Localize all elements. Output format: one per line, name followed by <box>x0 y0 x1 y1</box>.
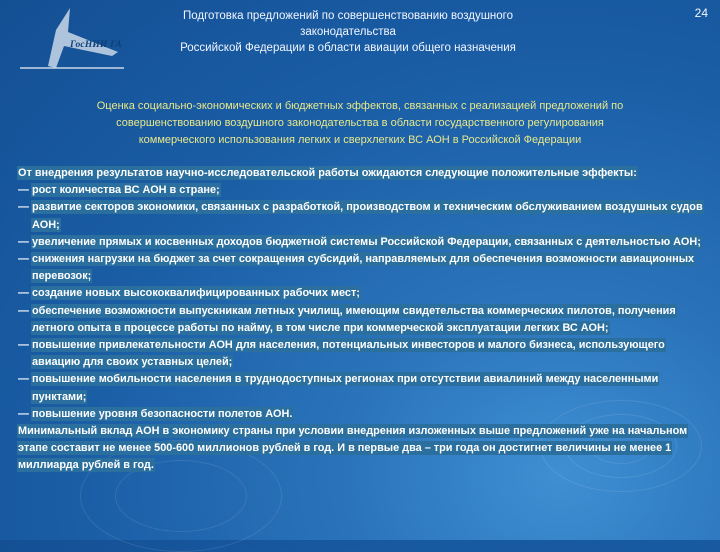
bullet-item: — развитие секторов экономики, связанных с разработкой, производством и техническим обслуживанием воздушных судов АОН; <box>18 201 703 231</box>
dash-icon: — <box>18 235 29 248</box>
slide-header <box>138 8 558 56</box>
dash-icon: — <box>18 373 29 386</box>
subtitle-line-2: совершенствованию воздушного законодательства в области государственного регулирования <box>116 117 604 129</box>
bullet-item: — снижения нагрузки на бюджет за счет сокращения субсидий, направляемых для обеспечения возможности авиационных перевозок; <box>18 253 695 283</box>
page-number: 24 <box>694 6 708 20</box>
dash-icon: — <box>18 407 29 420</box>
dash-icon: — <box>18 339 29 352</box>
slide-body <box>18 165 714 475</box>
bullet-item: — повышение привлекательности АОН для населения, потенциальных инвесторов и малого бизнеса, использующего авиацию для своих уставных целей; <box>18 339 665 369</box>
bullet-item: — рост количества ВС АОН в стране; <box>18 182 714 199</box>
conclusion-text: Минимальный вклад АОН в экономику страны при условии внедрения изложенных выше предложений уже на начальном этапе составит не менее 500-600 миллионов рублей в год. И в первые два – три года он достигнет величины не менее 1 миллиарда рублей в год. <box>18 425 688 472</box>
dash-icon: — <box>18 253 29 266</box>
header-title-line-1: Подготовка предложений по совершенствованию воздушного законодательства <box>182 10 514 38</box>
subtitle-line-3: коммерческого использования легких и сверхлегких ВС АОН в Российской Федерации <box>138 134 582 146</box>
header-title-line-2: Российской Федерации в области авиации общего назначения <box>180 42 516 54</box>
dash-icon: — <box>18 184 29 197</box>
intro-text: От внедрения результатов научно-исследовательской работы ожидаются следующие положительные эффекты: <box>18 167 637 179</box>
bullet-item: — обеспечение возможности выпускникам летных училищ, имеющим свидетельства коммерческих пилотов, получения летного опыта в процессе работы по найму, в том числе при коммерческой эксплуатации легких ВС АОН; <box>18 304 676 334</box>
dash-icon: — <box>18 201 29 214</box>
bullet-item: — увеличение прямых и косвенных доходов бюджетной системы Российской Федерации, связанных с деятельностью АОН; <box>18 234 714 251</box>
bullet-item: — повышение мобильности населения в труднодоступных регионах при отсутствии авиалиний между населенными пунктами; <box>18 373 659 403</box>
bullet-item: — повышение уровня безопасности полетов АОН. <box>18 406 714 423</box>
dash-icon: — <box>18 287 29 300</box>
slide-subtitle <box>20 98 700 149</box>
bullet-item: — создание новых высококвалифицированных рабочих мест; <box>18 285 714 302</box>
subtitle-line-1: Оценка социально-экономических и бюджетных эффектов, связанных с реализацией предложений по <box>96 100 624 112</box>
organization-logo <box>18 6 126 74</box>
logo-text: ГосНИИ ГА <box>70 40 122 50</box>
dash-icon: — <box>18 304 29 317</box>
